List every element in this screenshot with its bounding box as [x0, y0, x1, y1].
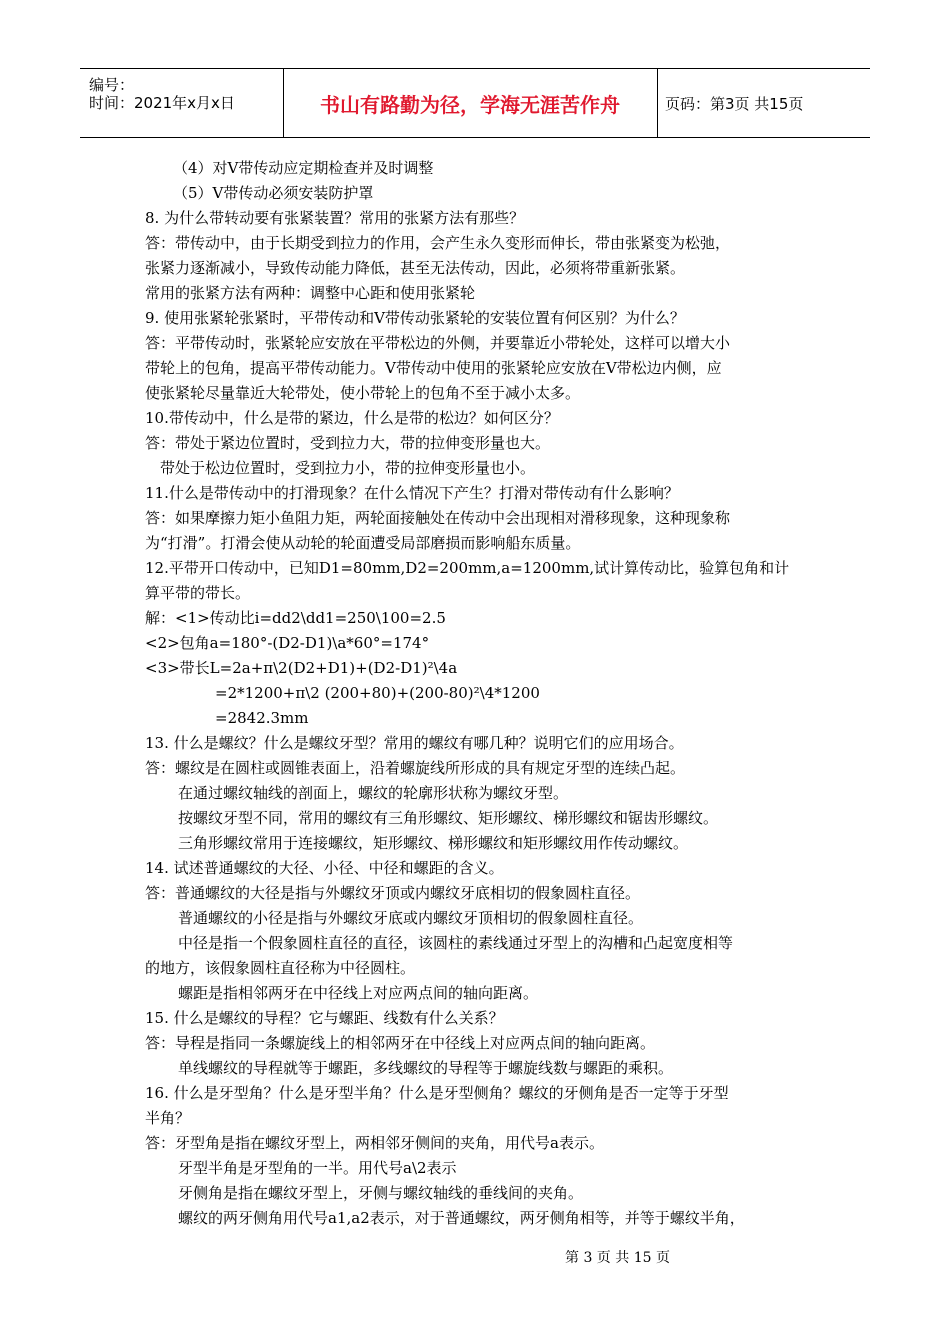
text-line: 答：平带传动时，张紧轮应安放在平带松边的外侧，并要靠近小带轮处，这样可以增大小 — [145, 334, 731, 352]
text-line: 算平带的带长。 — [145, 584, 251, 602]
text-line: （4）对V带传动应定期检查并及时调整 — [173, 159, 434, 177]
text-line: 9. 使用张紧轮张紧时，平带传动和V带传动张紧轮的安装位置有何区别？为什么？ — [145, 309, 685, 327]
header-page-info: 页码：第3页 共15页 — [665, 94, 804, 113]
text-line: 12.平带开口传动中，已知D1=80mm,D2=200mm,a=1200mm,试计算传动比，验算包角和计 — [145, 559, 790, 577]
text-line: <3>带长L=2a+π\2(D2+D1)+(D2-D1)²\4a — [145, 659, 458, 677]
text-line: 为“打滑”。打滑会使从动轮的轮面遭受局部磨损而影响船东质量。 — [145, 534, 581, 552]
text-line: 11.什么是带传动中的打滑现象？在什么情况下产生？打滑对带传动有什么影响？ — [145, 484, 679, 502]
text-line: 答：普通螺纹的大径是指与外螺纹牙顶或内螺纹牙底相切的假象圆柱直径。 — [145, 884, 641, 902]
text-line: 普通螺纹的小径是指与外螺纹牙底或内螺纹牙顶相切的假象圆柱直径。 — [178, 909, 644, 927]
text-line: 答：如果摩擦力矩小鱼阻力矩，两轮面接触处在传动中会出现相对滑移现象，这种现象称 — [145, 509, 731, 527]
time-label: 时间：2021年x月x日 — [89, 94, 235, 112]
text-line: 螺纹的两牙侧角用代号a1,a2表示，对于普通螺纹，两牙侧角相等，并等于螺纹半角， — [178, 1209, 745, 1227]
text-line: 常用的张紧方法有两种：调整中心距和使用张紧轮 — [145, 284, 476, 302]
text-line: 张紧力逐渐减小，导致传动能力降低，甚至无法传动，因此，必须将带重新张紧。 — [145, 259, 686, 277]
text-line: 的地方，该假象圆柱直径称为中径圆柱。 — [145, 959, 416, 977]
text-line: 按螺纹牙型不同，常用的螺纹有三角形螺纹、矩形螺纹、梯形螺纹和锯齿形螺纹。 — [178, 809, 719, 827]
text-line: 8. 为什么带转动要有张紧装置？常用的张紧方法有那些？ — [145, 209, 525, 227]
text-line: =2842.3mm — [215, 709, 309, 727]
text-line: 三角形螺纹常用于连接螺纹，矩形螺纹、梯形螺纹和矩形螺纹用作传动螺纹。 — [178, 834, 689, 852]
text-line: 半角？ — [145, 1109, 191, 1127]
text-line: 螺距是指相邻两牙在中径线上对应两点间的轴向距离。 — [178, 984, 539, 1002]
text-line: =2*1200+π\2 (200+80)+(200-80)²\4*1200 — [215, 684, 540, 702]
text-line: （5）V带传动必须安装防护罩 — [173, 184, 374, 202]
text-line: 答：螺纹是在圆柱或圆锥表面上，沿着螺旋线所形成的具有规定牙型的连续凸起。 — [145, 759, 686, 777]
page-header — [80, 68, 870, 138]
text-line: 答：带传动中，由于长期受到拉力的作用，会产生永久变形而伸长，带由张紧变为松弛， — [145, 234, 731, 252]
text-line: 15. 什么是螺纹的导程？它与螺距、线数有什么关系？ — [145, 1009, 504, 1027]
text-line: 16. 什么是牙型角？什么是牙型半角？什么是牙型侧角？螺纹的牙侧角是否一定等于牙型 — [145, 1084, 729, 1102]
text-line: 带处于松边位置时，受到拉力小，带的拉伸变形量也小。 — [160, 459, 536, 477]
number-label: 编号： — [89, 76, 135, 94]
text-line: 答：带处于紧边位置时，受到拉力大，带的拉伸变形量也大。 — [145, 434, 551, 452]
text-line: 14. 试述普通螺纹的大径、小径、中径和螺距的含义。 — [145, 859, 504, 877]
text-line: 带轮上的包角，提高平带传动能力。V带传动中使用的张紧轮应安放在V带松边内侧，应 — [145, 359, 722, 377]
text-line: 解：<1>传动比i=dd2\dd1=250\100=2.5 — [145, 609, 446, 627]
text-line: 中径是指一个假象圆柱直径的直径，该圆柱的素线通过牙型上的沟槽和凸起宽度相等 — [178, 934, 734, 952]
text-line: 单线螺纹的导程就等于螺距，多线螺纹的导程等于螺旋线数与螺距的乘积。 — [178, 1059, 674, 1077]
text-line: 在通过螺纹轴线的剖面上，螺纹的轮廓形状称为螺纹牙型。 — [178, 784, 569, 802]
text-line: <2>包角a=180°-(D2-D1)\a*60°=174° — [145, 634, 430, 652]
page-footer: 第 3 页 共 15 页 — [565, 1250, 670, 1266]
header-motto: 书山有路勤为径，学海无涯苦作舟 — [283, 69, 658, 137]
text-line: 牙型半角是牙型角的一半。用代号a\2表示 — [178, 1159, 457, 1177]
text-line: 答：牙型角是指在螺纹牙型上，两相邻牙侧间的夹角，用代号a表示。 — [145, 1134, 604, 1152]
text-line: 牙侧角是指在螺纹牙型上，牙侧与螺纹轴线的垂线间的夹角。 — [178, 1184, 584, 1202]
text-line: 答：导程是指同一条螺旋线上的相邻两牙在中径线上对应两点间的轴向距离。 — [145, 1034, 656, 1052]
text-line: 使张紧轮尽量靠近大轮带处，使小带轮上的包角不至于减小太多。 — [145, 384, 581, 402]
text-line: 13. 什么是螺纹？什么是螺纹牙型？常用的螺纹有哪几种？说明它们的应用场合。 — [145, 734, 684, 752]
text-line: 10.带传动中，什么是带的紧边，什么是带的松边？如何区分？ — [145, 409, 559, 427]
header-meta-cell — [80, 69, 284, 137]
